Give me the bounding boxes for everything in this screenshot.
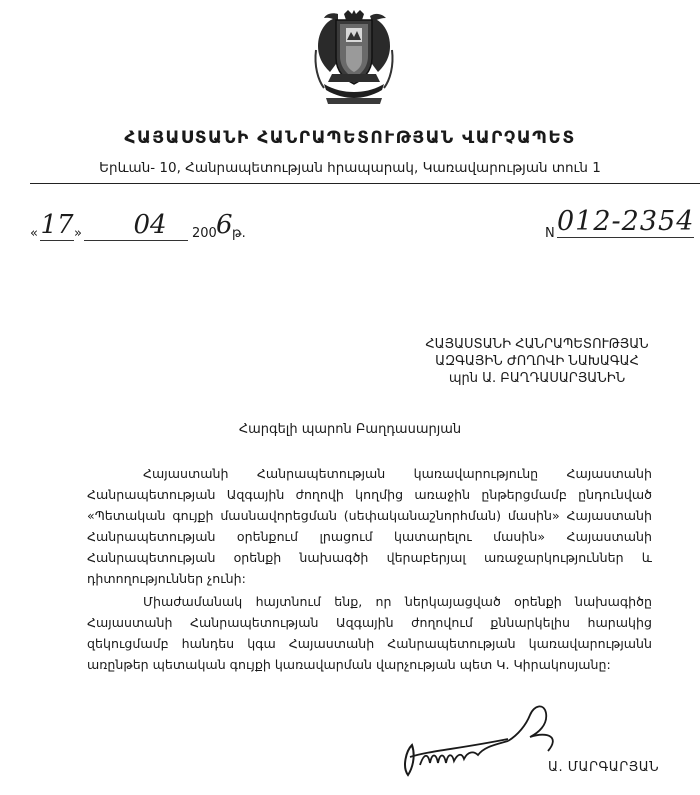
date-open-quote: « [30, 226, 38, 241]
date-day-underline [84, 240, 112, 241]
body-paragraph-1: Հայաստանի Հանրապետության կառավարությունը Հայաստանի Հանրապետության Ազգային ժողովի կողմից առաջին ընթերցմամբ ընդունված «Պետական գույքի մասնավորեցման (սեփականաշնորհման) մասին» Հայաստանի Հանրապետության օրենքում լրացում կատարելու մասին» Հայաստանի Հանրապետության օրենքի նախագծի վերաբերյալ առաջարկություններ և դիտողություններ չունի: [87, 466, 652, 586]
date-month: 04 [112, 210, 188, 241]
date-suffix: թ. [232, 226, 246, 241]
header-divider [30, 183, 700, 184]
addressee-line-2: ԱԶԳԱՅԻՆ ԺՈՂՈՎԻ ՆԱԽԱԳԱՀ [435, 354, 639, 369]
reference-value: 012-2354 [557, 206, 695, 237]
salutation: Հարգելի պարոն Բաղդասարյան [238, 422, 462, 437]
signer-name: Ա. ՄԱՐԳԱՐՅԱՆ [548, 760, 660, 775]
date-day: 17 [40, 210, 74, 240]
addressee-line-3: պրն Ա. ԲԱՂԴԱՍԱՐՅԱՆԻՆ [448, 371, 626, 386]
government-address: Երևան- 10, Հանրապետության հրապարակ, Կառավարության տուն 1 [99, 160, 601, 176]
armenian-coat-of-arms-icon [296, 10, 412, 110]
addressee-block [392, 336, 682, 387]
government-title: ՀԱՅԱՍՏԱՆԻ ՀԱՆՐԱՊԵՏՈՒԹՅԱՆ ՎԱՐՉԱՊԵՏ [124, 128, 576, 148]
body-paragraph-2: Միաժամանակ հայտնում ենք, որ ներկայացված օրենքի նախագիծը Հայաստանի Հանրապետության Ազգային ժողովում քննարկելիս հարակից զեկուցմամբ հանդես կգա Հայաստանի Հանրապետության կառավարությանն առընթեր պետական գույքի կառավարման վարչության պետ Կ. Կիրակոսյանը: [87, 594, 652, 672]
letter-date [30, 212, 320, 246]
date-year-prefix: 200 [192, 226, 217, 241]
date-year-digit: 6 [216, 210, 233, 240]
reference-number [545, 206, 700, 246]
reference-prefix: N [545, 226, 555, 241]
date-close-quote: » [74, 226, 82, 241]
letter-body [87, 463, 652, 675]
addressee-line-1: ՀԱՅԱՍՏԱՆԻ ՀԱՆՐԱՊԵՏՈՒԹՅԱՆ [425, 337, 649, 352]
